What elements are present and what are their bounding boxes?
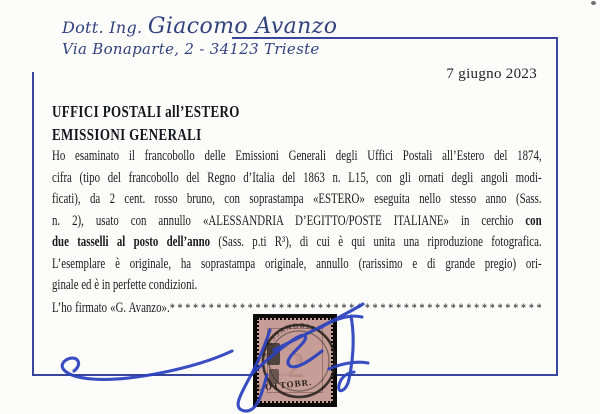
body-text <box>52 146 542 319</box>
body-segment: due tasselli al posto dell’anno <box>52 234 211 250</box>
postmark-bottom-text: E OTTOBR. <box>254 376 313 393</box>
stamp-postmark-art <box>253 314 337 407</box>
letterhead-address: Via Bonaparte, 2 - 34123 Trieste <box>62 40 320 58</box>
stamp-photo <box>253 314 337 407</box>
body-line <box>52 168 542 190</box>
body-line <box>52 254 542 276</box>
body-segment: L’ho firmato «G. Avanzo». <box>52 299 170 316</box>
body-segment: con <box>525 212 542 229</box>
body-line <box>52 146 542 168</box>
heading-line-2: EMISSIONI GENERALI <box>52 124 202 144</box>
heading-line-1: UFFICI POSTALI all’ESTERO <box>52 102 240 121</box>
border-left-line <box>32 72 34 376</box>
body-segment: ficati), da 2 cent. rosso bruno, con soprastampa «ESTERO» eseguita nello stesso anno (Sass. <box>52 191 542 207</box>
letterhead <box>62 14 337 58</box>
body-segment: n. 2), usato con annullo «ALESSANDRIA D’EGITTO/POSTE ITALIANE» in cerchio <box>52 212 526 229</box>
body-line <box>52 211 542 233</box>
body-line <box>52 275 542 297</box>
stamp-denomination: 2 <box>287 345 305 385</box>
border-right-line <box>556 37 558 376</box>
certificate-date: 7 giugno 2023 <box>446 66 537 82</box>
body-segment: ginale ed è in perfette condizioni. <box>52 277 198 293</box>
letterhead-name-line <box>62 14 337 39</box>
body-line <box>52 232 542 254</box>
body-segment: L’esemplare è originale, ha soprastampa originale, annullo (rarissimo e di grande pregio) ori- <box>52 255 542 272</box>
letterhead-name: Giacomo Avanzo <box>147 14 338 39</box>
filler-asterisks: * * * * * * * * * * * * * * * * * * * * * * * * * * * * * * * * * * * * * * * * * * * * * * * * <box>169 299 542 315</box>
body-line <box>52 189 542 211</box>
letterhead-title: Dott. Ing. <box>62 18 143 37</box>
body-segment: cifra (tipo del francobollo del Regno d’Italia del 1863 n. L15, con gli ornati degli angoli modi- <box>52 169 542 186</box>
body-segment: Ho esaminato il francobollo delle Emissioni Generali degli Uffici Postali all’Estero del 1874, <box>52 148 542 164</box>
scan-speck <box>591 1 596 5</box>
postmark-arc-text: ALESSANDRIA <box>260 321 319 359</box>
document-heading <box>52 101 542 146</box>
body-segment: (Sass. p.ti R³), di cui è qui unita una riproduzione fotografica. <box>210 234 542 250</box>
